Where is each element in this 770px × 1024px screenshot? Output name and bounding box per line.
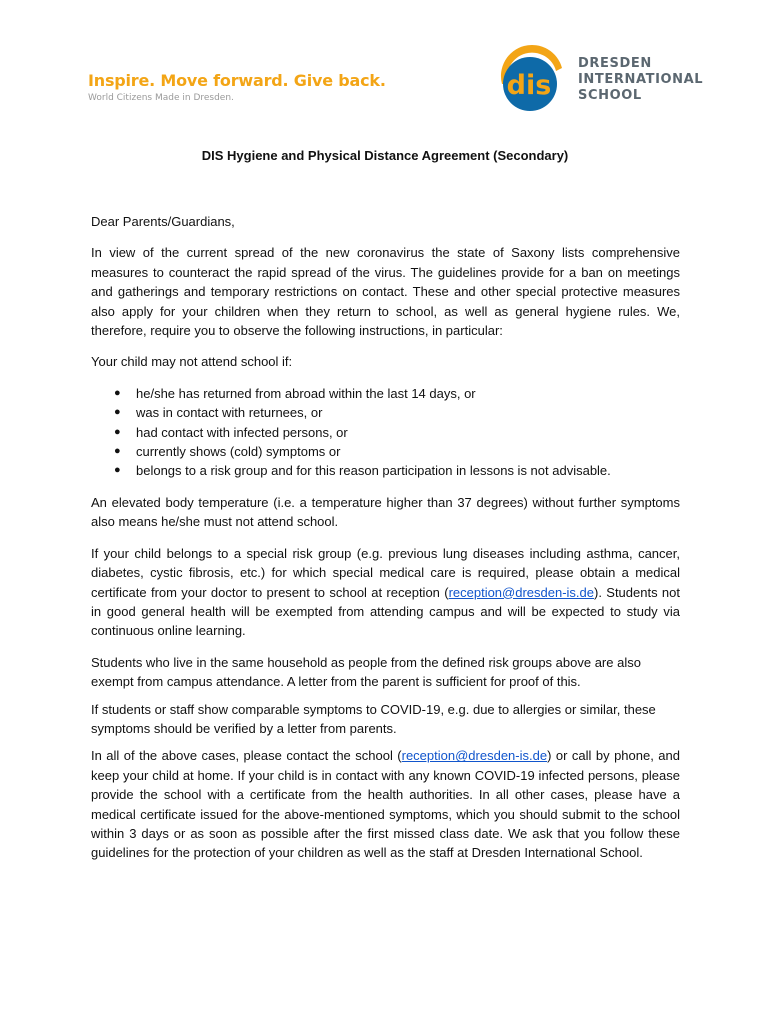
list-item [91,461,680,480]
paragraph-comparable-symptoms: If students or staff show comparable symptoms to COVID-19, e.g. due to allergies or similar, these symptoms should be verified by a letter from parents. [91,701,656,736]
dis-logo-icon [492,44,572,112]
school-logo [492,44,722,116]
greeting: Dear Parents/Guardians, [91,214,235,229]
bullet-icon: ● [114,386,121,399]
list-item-text: he/she has returned from abroad within the last 14 days, or [136,385,476,401]
reception-email-link[interactable]: reception@dresden-is.de [401,748,548,764]
logo-line-3: SCHOOL [578,88,642,103]
school-slogan [88,72,386,104]
list-item-text: was in contact with returnees, or [136,405,323,421]
bullet-icon: ● [114,445,121,458]
paragraph-intro: In view of the current spread of the new coronavirus the state of Saxony lists comprehensive measures to counteract the rapid spread of the virus. The guidelines provide for a ban on meetings and gatherings and temporary restrictions on contact. These and other special protective measures also apply for your children when they return to school, as well as general hygiene rules. We, therefore, require you to observe the following instructions, in particular: [91,245,680,339]
document-body [91,204,680,875]
list-item-text: currently shows (cold) symptoms or [136,444,341,460]
logo-line-1: DRESDEN [578,56,652,71]
document-title: DIS Hygiene and Physical Distance Agreement (Secondary) [201,148,569,163]
list-item-text: belongs to a risk group and for this reason participation in lessons is not advisable. [136,463,611,479]
list-item [91,384,680,403]
logo-wordmark [578,56,703,104]
list-item [91,442,680,461]
paragraph-risk-group: If your child belongs to a special risk group (e.g. previous lung diseases including asthma, cancer, diabetes, cystic fibrosis, etc.) for which special medical care is required, please obtain a medical certificate from your doctor to present to school at reception (reception@dresden-is.de). Students not in good general health will be exempted from attending campus and will be expected to study via continuous online learning. [91,545,680,639]
logo-line-2: INTERNATIONAL [578,72,704,87]
reception-email-link[interactable]: reception@dresden-is.de [448,584,595,600]
list-item-text: had contact with infected persons, or [136,424,348,440]
tagline-text: World Citizens Made in Dresden. [88,93,234,103]
paragraph-conditions-intro: Your child may not attend school if: [91,354,293,370]
paragraph-contact: In all of the above cases, please contact the school (reception@dresden-is.de) or call by phone, and keep your child at home. If your child is in contact with any known COVID-19 infected persons, please provide the school with a certificate from the health authorities. In all other cases, please have a medical certificate issued for the above-mentioned symptoms, which you should submit to the school within 3 days or as soon as possible after the first missed class date. We ask that you follow these guidelines for the protection of your children as well as the staff at Dresden International School. [91,748,680,861]
logo-mark-text: dis [506,70,552,101]
paragraph-household: Students who live in the same household as people from the defined risk groups above are also exempt from campus attendance. A letter from the parent is sufficient for proof of this. [91,654,641,690]
list-item [91,423,680,442]
bullet-icon: ● [114,464,121,477]
list-item [91,403,680,422]
conditions-list [91,384,680,481]
bullet-icon: ● [114,425,121,438]
paragraph-temperature: An elevated body temperature (i.e. a temperature higher than 37 degrees) without further symptoms also means he/she must not attend school. [91,494,680,530]
bullet-icon: ● [114,406,121,419]
slogan-text: Inspire. Move forward. Give back. [88,71,386,90]
